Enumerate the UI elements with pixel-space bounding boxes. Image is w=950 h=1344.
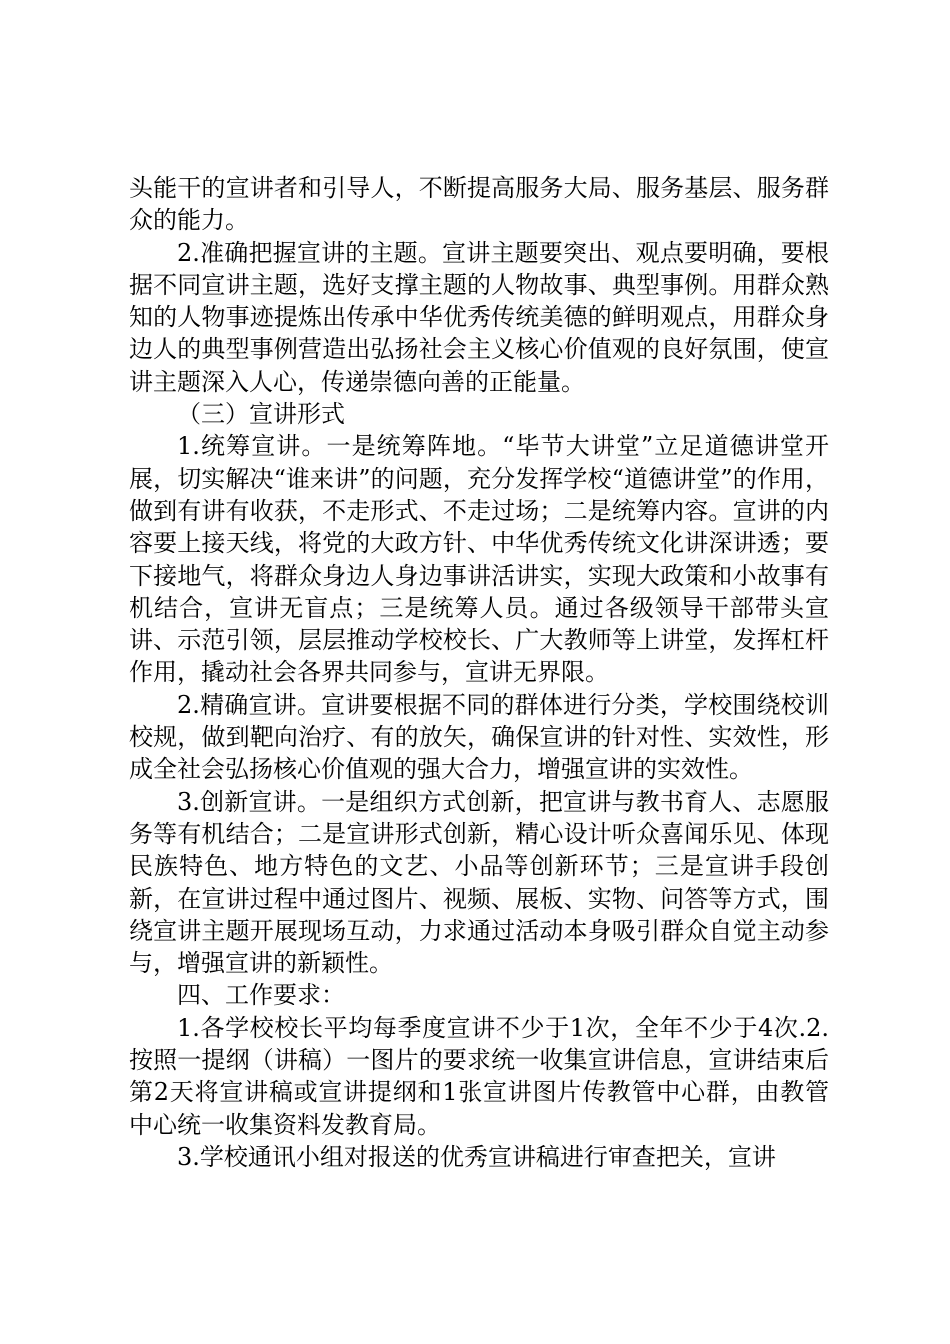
paragraph-requirement-1-2: 1.各学校校长平均每季度宣讲不少于1次，全年不少于4次.2.按照一提纲（讲稿）一图片的要求统一收集宣讲信息，宣讲结束后第2天将宣讲稿或宣讲提纲和1张宣讲图片传教管中心群，由教管中心统一收集资料发教育局。 <box>129 1013 829 1139</box>
paragraph-requirement-3: 3.学校通讯小组对报送的优秀宣讲稿进行审查把关，宣讲 <box>177 1142 776 1171</box>
paragraph-precise-lecture: 2.精确宣讲。宣讲要根据不同的群体进行分类，学校围绕校训校规，做到靶向治疗、有的放矢，确保宣讲的针对性、实效性，形成全社会弘扬核心价值观的强大合力，增强宣讲的实效性。 <box>129 690 829 784</box>
paragraph-coordinated-lecture: 1.统筹宣讲。一是统筹阵地。“毕节大讲堂”立足道德讲堂开展，切实解决“谁来讲”的问题，充分发挥学校“道德讲堂”的作用，做到有讲有收获，不走形式、不走过场；二是统筹内容。宣讲的内容要上接天线，将党的大政方针、中华优秀传统文化讲深讲透；要下接地气，将群众身边人身边事讲活讲实，实现大政策和小故事有机结合，宣讲无盲点；三是统筹人员。通过各级领导干部带头宣讲、示范引领，层层推动学校校长、广大教师等上讲堂，发挥杠杆作用，撬动社会各界共同参与，宣讲无界限。 <box>129 432 829 687</box>
section-heading-format: （三）宣讲形式 <box>177 400 345 429</box>
section-heading-requirements: 四、工作要求： <box>177 981 345 1010</box>
document-body <box>129 172 829 1173</box>
paragraph-innovative-lecture: 3.创新宣讲。一是组织方式创新，把宣讲与教书育人、志愿服务等有机结合；二是宣讲形式创新，精心设计听众喜闻乐见、体现民族特色、地方特色的文艺、小品等创新环节；三是宣讲手段创新，在宣讲过程中通过图片、视频、展板、实物、问答等方式，围绕宣讲主题开展现场互动，力求通过活动本身吸引群众自觉主动参与，增强宣讲的新颖性。 <box>129 787 829 978</box>
paragraph-continuation: 头能干的宣讲者和引导人，不断提高服务大局、服务基层、服务群众的能力。 <box>129 174 829 235</box>
paragraph-theme: 2.准确把握宣讲的主题。宣讲主题要突出、观点要明确，要根据不同宣讲主题，选好支撑主题的人物故事、典型事例。用群众熟知的人物事迹提炼出传承中华优秀传统美德的鲜明观点，用群众身边人的典型事例营造出弘扬社会主义核心价值观的良好氛围，使宣讲主题深入人心，传递崇德向善的正能量。 <box>129 238 829 396</box>
